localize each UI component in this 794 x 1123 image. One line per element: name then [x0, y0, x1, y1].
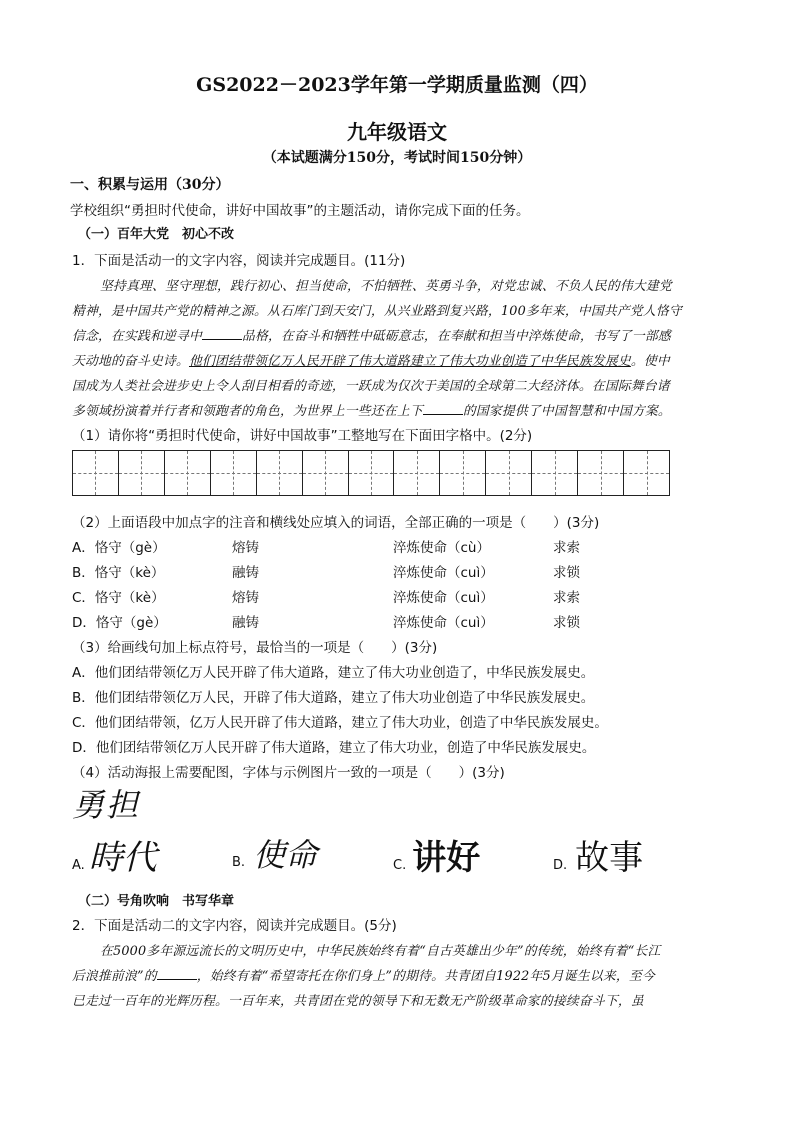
fill-blank-1 — [202, 327, 242, 340]
option-b-col2: 融铸 — [232, 565, 259, 581]
grid-cell[interactable] — [303, 451, 349, 495]
passage-line-4 — [72, 350, 670, 369]
passage-line-4a: 天动地的奋斗史诗。 — [72, 354, 189, 369]
passage-line-2: 精神，是中国共产党的精神之源。从石库门到天安门，从兴业路到复兴路，100多年来，中国共产党人恪守 — [72, 304, 682, 319]
grid-cell[interactable] — [211, 451, 257, 495]
passage-line-1: 坚持真理、坚守理想，践行初心、担当使命，不怕牺牲、英勇斗争，对党忠诚、不负人民的伟大建党 — [100, 279, 672, 294]
punct-option-d[interactable]: D．他们团结带领亿万人民开辟了伟大道路，建立了伟大功业，创造了中华民族发展史。 — [72, 740, 596, 756]
grid-cell[interactable] — [73, 451, 119, 495]
option-a-col1[interactable]: A．恪守（gè） — [72, 540, 166, 556]
font-option-c-text: 讲好 — [412, 838, 481, 878]
question-2: 2．下面是活动二的文字内容，阅读并完成题目。(5分) — [72, 918, 397, 934]
question-1-4: （4）活动海报上需要配图，字体与示例图片一致的一项是（ ）(3分) — [72, 765, 505, 781]
grid-cell[interactable] — [486, 451, 532, 495]
font-option-b-text: 使命 — [253, 836, 318, 874]
option-a-col3: 淬炼使命（cù） — [393, 540, 490, 556]
punct-option-c[interactable]: C．他们团结带领，亿万人民开辟了伟大道路，建立了伟大功业，创造了中华民族发展史。 — [72, 715, 608, 731]
passage-line-6 — [72, 400, 671, 419]
passage2-line-1: 在5000多年源远流长的文明历史中，中华民族始终有着“自古英雄出少年”的传统，始终有着“长江 — [100, 944, 661, 959]
passage-line-6a: 多领域扮演着并行者和领跑者的角色，为世界上一些还在上下 — [72, 404, 423, 419]
passage2-line-3: 已走过一百年的光辉历程。一百年来，共青团在党的领导下和无数无产阶级革命家的接续奋斗下，虽 — [72, 994, 644, 1009]
font-option-a-text: 時代 — [88, 838, 157, 878]
passage2-line-2a: 后浪推前浪”的 — [72, 969, 157, 984]
grid-cell[interactable] — [165, 451, 211, 495]
grid-cell[interactable] — [119, 451, 165, 495]
passage-line-3 — [72, 325, 671, 344]
underlined-sentence: 他们团结带领亿万人民开辟了伟大道路建立了伟大功业创造了中华民族发展史 — [188, 354, 631, 369]
option-c-col4: 求索 — [553, 590, 580, 606]
passage-line-3b: 品格，在奋斗和牺牲中砥砺意志，在奉献和担当中淬炼使命，书写了一部感 — [241, 329, 671, 344]
option-d-col4: 求锁 — [553, 615, 580, 631]
passage-line-4c: 。使中 — [630, 354, 670, 369]
passage-line-6b: 的国家提供了中国智慧和中国方案。 — [462, 404, 671, 419]
passage-line-5: 国成为人类社会进步史上令人刮目相看的奇迹，一跃成为仅次于美国的全球第二大经济体。在国际舞台诸 — [72, 379, 670, 394]
fill-blank-3 — [157, 967, 197, 980]
passage2-line-2b: ，始终有着“希望寄托在你们身上”的期待。共青团自1922年5月诞生以来，至今 — [196, 969, 655, 984]
font-option-d[interactable] — [553, 830, 643, 879]
option-a-col2: 熔铸 — [232, 540, 259, 556]
punct-option-b[interactable]: B．他们团结带领亿万人民，开辟了伟大道路，建立了伟大功业创造了中华民族发展史。 — [72, 690, 595, 706]
tianzige-grid[interactable] — [72, 450, 670, 496]
font-option-b[interactable] — [232, 830, 317, 876]
option-c-col3: 淬炼使命（cuì） — [393, 590, 494, 606]
passage2-line-2 — [72, 965, 655, 984]
exam-title: GS2022－2023学年第一学期质量监测（四） — [196, 74, 598, 96]
grid-cell[interactable] — [532, 451, 578, 495]
font-option-d-letter: D. — [553, 858, 568, 873]
option-d-col1[interactable]: D．恪守（gè） — [72, 615, 167, 631]
exam-subject: 九年级语文 — [347, 120, 447, 144]
font-option-a-letter: A. — [72, 858, 85, 873]
grid-cell[interactable] — [349, 451, 395, 495]
grid-cell[interactable] — [624, 451, 669, 495]
passage-line-3a: 信念，在实践和逆寻中 — [72, 329, 202, 344]
question-1-2: （2）上面语段中加点字的注音和横线处应填入的词语，全部正确的一项是（ ）(3分) — [72, 515, 600, 531]
option-a-col4: 求索 — [553, 540, 580, 556]
section-intro: 学校组织“勇担时代使命，讲好中国故事”的主题活动，请你完成下面的任务。 — [70, 203, 530, 219]
exam-note: （本试题满分150分，考试时间150分钟） — [262, 150, 532, 166]
grid-cell[interactable] — [440, 451, 486, 495]
question-1: 1．下面是活动一的文字内容，阅读并完成题目。(11分) — [72, 253, 406, 269]
question-1-3: （3）给画线句加上标点符号，最恰当的一项是（ ）(3分) — [72, 640, 438, 656]
grid-cell[interactable] — [257, 451, 303, 495]
punct-option-a[interactable]: A．他们团结带领亿万人民开辟了伟大道路，建立了伟大功业创造了，中华民族发展史。 — [72, 665, 595, 681]
subsection-heading-1: （一）百年大党 初心不改 — [78, 227, 235, 242]
option-b-col3: 淬炼使命（cuì） — [393, 565, 494, 581]
sample-calligraphy: 勇担 — [72, 786, 141, 824]
font-option-c-letter: C. — [393, 858, 407, 873]
subsection-heading-2: （二）号角吹响 书写华章 — [78, 894, 235, 909]
question-1-1: （1）请你将“勇担时代使命，讲好中国故事”工整地写在下面田字格中。(2分) — [72, 428, 533, 444]
font-option-c[interactable] — [393, 830, 480, 879]
font-option-b-letter: B. — [232, 855, 246, 870]
font-option-a[interactable] — [72, 830, 157, 879]
grid-cell[interactable] — [394, 451, 440, 495]
option-d-col2: 融铸 — [232, 615, 259, 631]
grid-cell[interactable] — [578, 451, 624, 495]
option-d-col3: 淬炼使命（cuì） — [393, 615, 494, 631]
option-c-col2: 熔铸 — [232, 590, 259, 606]
option-c-col1[interactable]: C．恪守（kè） — [72, 590, 165, 606]
option-b-col1[interactable]: B．恪守（kè） — [72, 565, 165, 581]
option-b-col4: 求锁 — [553, 565, 580, 581]
fill-blank-2 — [423, 402, 463, 415]
section-heading-1: 一、积累与运用（30分） — [70, 177, 230, 193]
font-option-d-text: 故事 — [575, 838, 644, 878]
